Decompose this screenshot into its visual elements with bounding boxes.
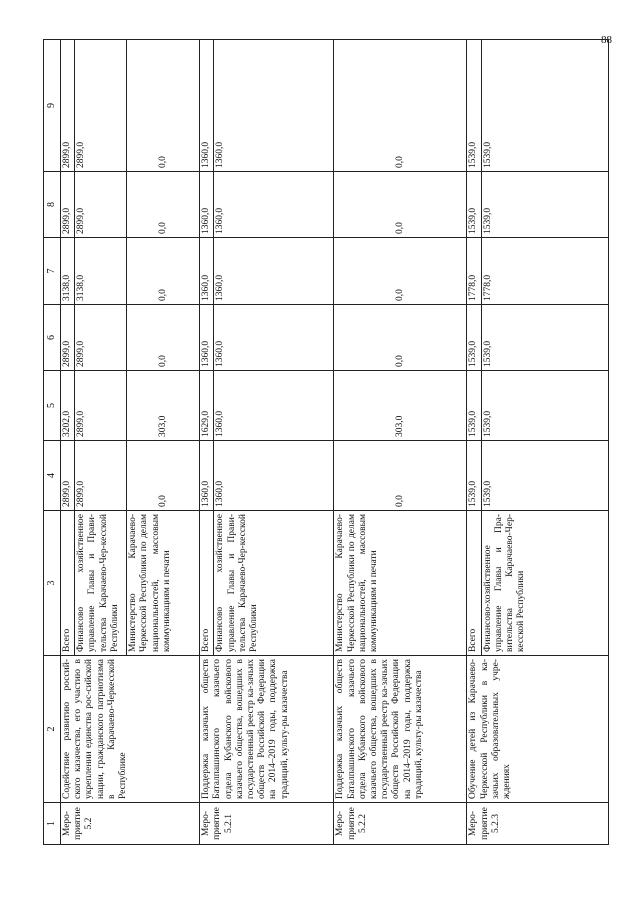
value-cell: 2899,0 (75, 40, 127, 172)
activity-name: Содействие развитию россий-ского казачества, его участию в укреплении единства рос-сийской нации, гражданского патриотизма в Карачаево-Черкесской Республике (61, 656, 200, 803)
table-row (334, 40, 467, 845)
value-cell: 1539,0 (467, 172, 481, 238)
value-cell: 2899,0 (75, 305, 127, 371)
col-header: 4 (44, 441, 61, 511)
rotated-table-container (43, 40, 609, 845)
value-cell: 0,0 (334, 238, 467, 305)
col-header: 2 (44, 656, 61, 803)
col-header: 6 (44, 305, 61, 371)
value-cell: 2899,0 (75, 441, 127, 511)
value-cell: 1539,0 (481, 441, 608, 511)
value-cell: 1778,0 (467, 238, 481, 305)
activity-id: Меро-приятие 5.2.2 (334, 803, 467, 845)
header-row (44, 40, 61, 845)
value-cell: 1360,0 (214, 305, 334, 371)
value-cell: 1539,0 (467, 40, 481, 172)
value-cell: 1539,0 (481, 371, 608, 441)
value-cell: 0,0 (334, 40, 467, 172)
value-cell: 1629,0 (200, 371, 214, 441)
col-header: 7 (44, 238, 61, 305)
org-cell: Всего (61, 511, 75, 656)
org-cell: Финансово хозяйственное управление Главы и Прави-тельства Карачаево-Чер-кесской Республики (75, 511, 127, 656)
value-cell: 2899,0 (75, 371, 127, 441)
value-cell: 0,0 (334, 305, 467, 371)
value-cell: 1360,0 (200, 40, 214, 172)
activity-name: Поддержка казачьих обществ Баталпашинского казачьего отдела Кубанского войскового казачьего общества, вошедших в государственный реестр ка-зачьих обществ Российской Федерации на 2014–2019 годы, поддержка традиций, культу-ры казачества (200, 656, 334, 803)
value-cell: 3202,0 (61, 371, 75, 441)
value-cell: 0,0 (334, 172, 467, 238)
value-cell: 303,0 (127, 371, 200, 441)
budget-table (43, 39, 609, 845)
org-cell: Всего (467, 511, 481, 656)
value-cell: 303,0 (334, 371, 467, 441)
value-cell: 0,0 (127, 238, 200, 305)
value-cell: 0,0 (127, 40, 200, 172)
value-cell: 1360,0 (214, 371, 334, 441)
activity-id: Меро-приятие 5.2.1 (200, 803, 334, 845)
value-cell: 2899,0 (61, 172, 75, 238)
value-cell: 1360,0 (214, 172, 334, 238)
org-cell: Финансово-хозяйственное управление Главы и Пра-вительства Карачаево-Чер-кесской Республики (481, 511, 608, 656)
value-cell: 1539,0 (467, 305, 481, 371)
value-cell: 1360,0 (200, 441, 214, 511)
value-cell: 1360,0 (214, 238, 334, 305)
value-cell: 1360,0 (200, 172, 214, 238)
table-row (200, 40, 214, 845)
value-cell: 2899,0 (61, 40, 75, 172)
value-cell: 1778,0 (481, 238, 608, 305)
value-cell: 1360,0 (214, 441, 334, 511)
activity-name: Поддержка казачьих обществ Баталпашинского казачьего отдела Кубанского войскового казачьего общества, вошедших в государственный реестр ка-зачьих обществ Российской Федерации на 2014–2019 годы, поддержка традиций, культу-ры казачества (334, 656, 467, 803)
activity-name: Обучение детей из Карачаево-Черкесской Республики в ка-зачьих образовательных учре-ждениях (467, 656, 609, 803)
value-cell: 1539,0 (467, 371, 481, 441)
col-header: 5 (44, 371, 61, 441)
value-cell: 0,0 (127, 305, 200, 371)
value-cell: 1360,0 (200, 238, 214, 305)
value-cell: 3138,0 (61, 238, 75, 305)
col-header: 3 (44, 511, 61, 656)
value-cell: 1539,0 (481, 40, 608, 172)
org-cell: Всего (200, 511, 214, 656)
col-header: 9 (44, 40, 61, 172)
value-cell: 3138,0 (75, 238, 127, 305)
page-number: 88 (601, 34, 612, 46)
value-cell: 2899,0 (61, 305, 75, 371)
value-cell: 0,0 (127, 172, 200, 238)
value-cell: 1360,0 (214, 40, 334, 172)
org-cell: Финансово хозяйственное управление Главы и Прави-тельства Карачаево-Чер-кесской Республики (214, 511, 334, 656)
table-row (61, 40, 75, 845)
value-cell: 1539,0 (467, 441, 481, 511)
activity-id: Меро-приятие 5.2 (61, 803, 200, 845)
col-header: 8 (44, 172, 61, 238)
table-row (467, 40, 481, 845)
value-cell: 2899,0 (75, 172, 127, 238)
value-cell: 0,0 (127, 441, 200, 511)
col-header: 1 (44, 803, 61, 845)
activity-id: Меро-приятие 5.2.3 (467, 803, 609, 845)
value-cell: 0,0 (334, 441, 467, 511)
value-cell: 1360,0 (200, 305, 214, 371)
value-cell: 1539,0 (481, 305, 608, 371)
org-cell: Министерство Карачаево-Черкесской Республики по делам национальностей, массовым коммуникациям и печати (127, 511, 200, 656)
value-cell: 1539,0 (481, 172, 608, 238)
value-cell: 2899,0 (61, 441, 75, 511)
org-cell: Министерство Карачаево-Черкесской Республики по делам национальностей, массовым коммуникациям и печати (334, 511, 467, 656)
